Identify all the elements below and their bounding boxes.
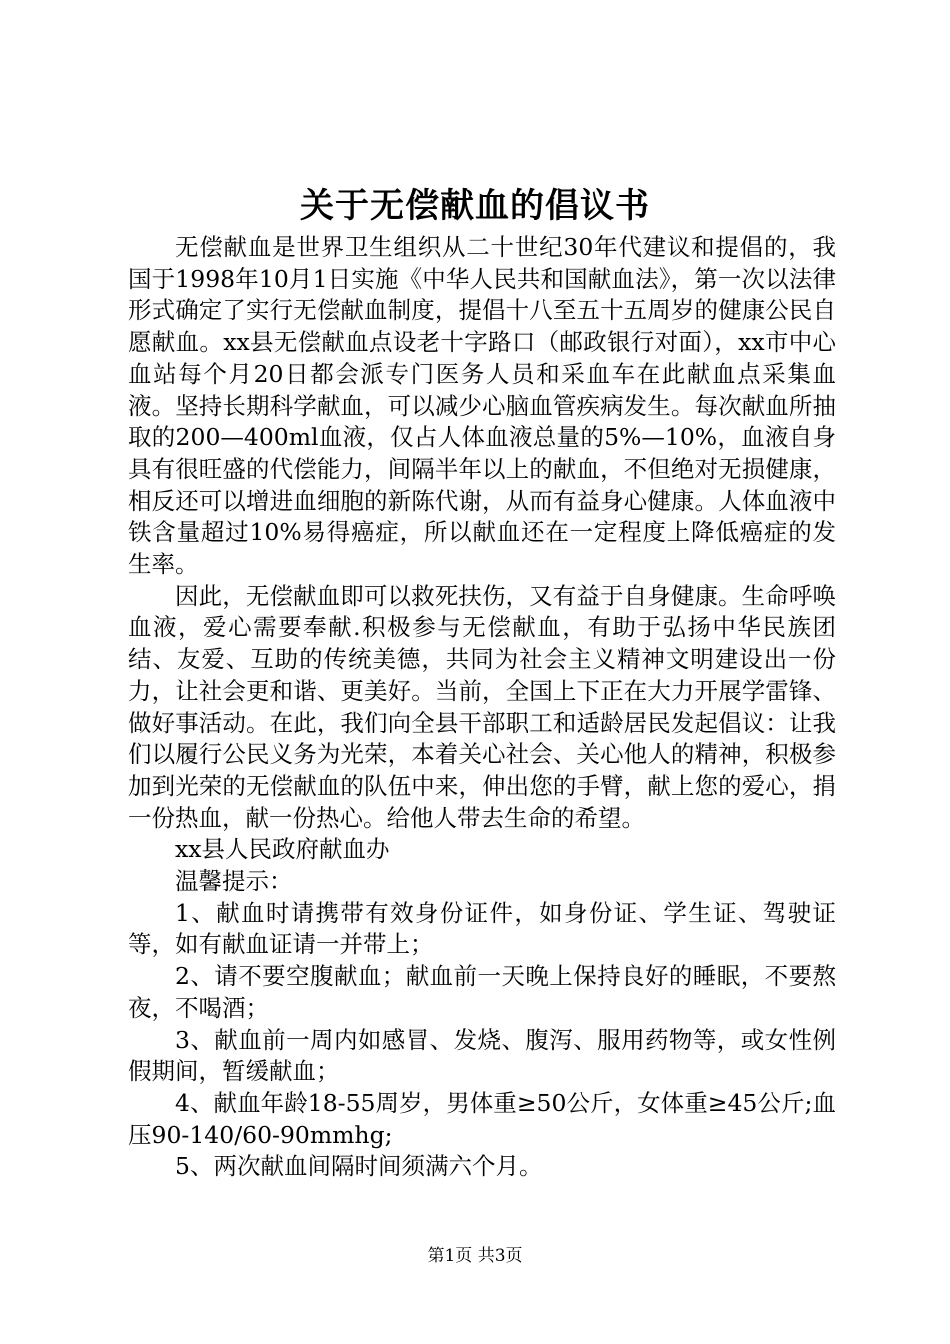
tip-item-2: 2、请不要空腹献血；献血前一天晚上保持良好的睡眠，不要熬夜，不喝酒； [128,962,836,1022]
paragraph-appeal: 因此，无偿献血即可以救死扶伤，又有益于自身健康。生命呼唤血液，爱心需要奉献.积极参与无偿献血，有助于弘扬中华民族团结、友爱、互助的传统美德，共同为社会主义精神文明建设出一份力，让社会更和谐、更美好。当前，全国上下正在大力开展学雷锋、做好事活动。在此，我们向全县干部职工和适龄居民发起倡议：让我们以履行公民义务为光荣，本着关心社会、关心他人的精神，积极参加到光荣的无偿献血的队伍中来，伸出您的手臂，献上您的爱心，捐一份热血，献一份热心。给他人带去生命的希望。 [128,581,836,832]
tip-item-1: 1、献血时请携带有效身份证件，如身份证、学生证、驾驶证等，如有献血证请一并带上； [128,898,836,959]
signature-line: xx县人民政府献血办 [175,835,390,864]
tip-item-4: 4、献血年龄18-55周岁，男体重≥50公斤，女体重≥45公斤;血压90-140/60-90mmhg; [128,1088,836,1149]
tip-item-5: 5、两次献血间隔时间须满六个月。 [175,1152,543,1181]
tip-item-3: 3、献血前一周内如感冒、发烧、腹泻、服用药物等，或女性例假期间，暂缓献血； [128,1025,836,1086]
document-title: 关于无偿献血的倡议书 [300,186,650,226]
tips-heading: 温馨提示： [175,867,293,896]
page-footer: 第1页 共3页 [427,1246,523,1266]
document-body [128,232,836,1183]
paragraph-intro: 无偿献血是世界卫生组织从二十世纪30年代建议和提倡的，我国于1998年10月1日实施《中华人民共和国献血法》，第一次以法律形式确定了实行无偿献血制度，提倡十八至五十五周岁的健康公民自愿献血。xx县无偿献血点设老十字路口（邮政银行对面），xx市中心血站每个月20日都会派专门医务人员和采血车在此献血点采集血液。坚持长期科学献血，可以减少心脑血管疾病发生。每次献血所抽取的200—400ml血液，仅占人体血液总量的5%—10%，血液自身具有很旺盛的代偿能力，间隔半年以上的献血，不但绝对无损健康，相反还可以增进血细胞的新陈代谢，从而有益身心健康。人体血液中铁含量超过10%易得癌症，所以献血还在一定程度上降低癌症的发生率。 [128,233,836,579]
